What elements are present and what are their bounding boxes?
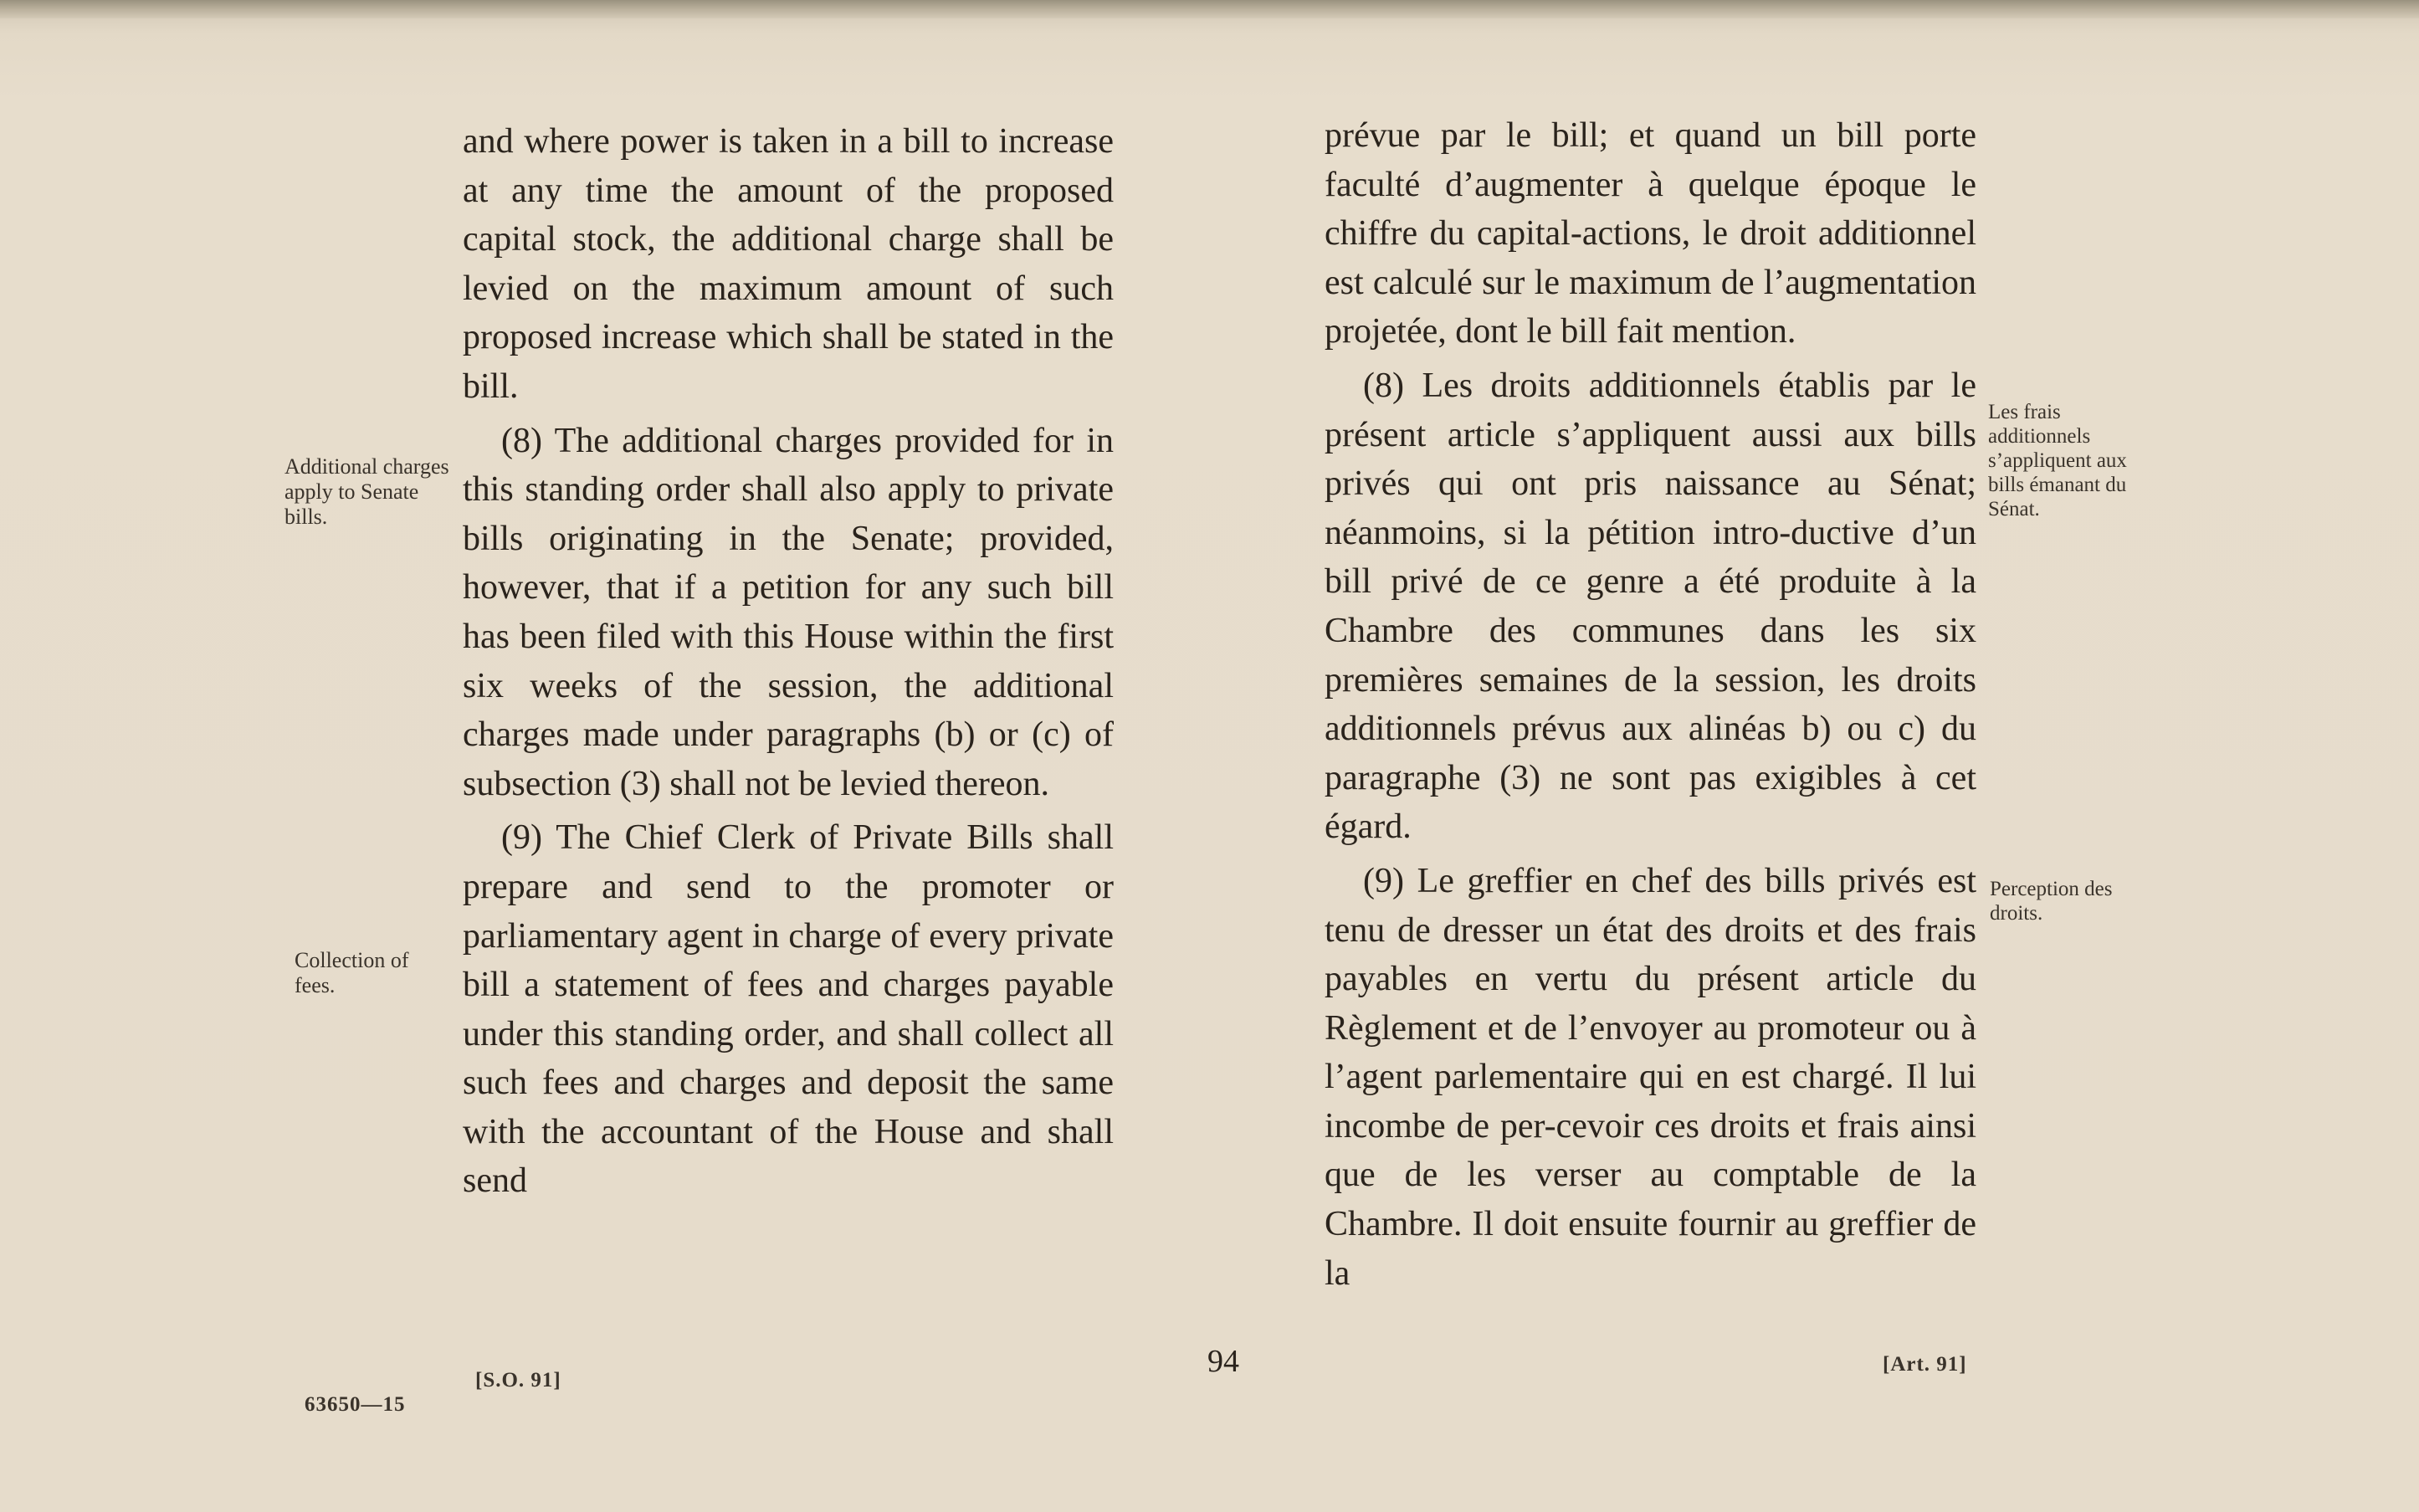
english-continuation: and where power is taken in a bill to increase at any time the amount of the proposed capital stock, the additional charge shall be levied on the maximum amount of such proposed increase which shall be stated in the bill.	[463, 122, 1114, 406]
footer-left-reference: [S.O. 91]	[475, 1369, 561, 1392]
margin-note-perception: Perception des droits.	[1990, 878, 2113, 925]
print-code: 63650—15	[305, 1393, 406, 1416]
english-paragraph-8: (8) The additional charges provided for in this standing order shall also apply to private bills originating in the Senate; provided, however, that if a petition for any such bill has been filed with this House within the first six weeks of the session, the additional charges made under paragraphs (b) or (c) of subsection (3) shall not be levied thereon.	[463, 421, 1114, 803]
french-continuation: prévue par le bill; et quand un bill porte faculté d’augmenter à quelque époque le chiffre du capital-actions, le droit additionnel est calculé sur le maximum de l’augmentation projetée, dont le bill fait mention.	[1325, 116, 1976, 351]
margin-note-frais-additionnels: Les frais additionnels s’appliquent aux bills émanant du Sénat.	[1988, 401, 2127, 520]
french-paragraph-9: (9) Le greffier en chef des bills privés est tenu de dresser un état des droits et des frais payables en vertu du présent article du Règlement et de l’envoyer au promoteur ou à l’agent parlementaire qui en est chargé. Il lui incombe de per-cevoir ces droits et frais ainsi que de les verser au comptable de la Chambre. Il doit ensuite fournir au greffier de la	[1325, 861, 1976, 1293]
english-column	[463, 117, 1114, 1206]
margin-note-additional-charges: Additional charges apply to Senate bills.	[284, 454, 449, 529]
page-number: 94	[1207, 1344, 1239, 1379]
english-paragraph-9: (9) The Chief Clerk of Private Bills shall prepare and send to the promoter or parliamentary agent in charge of every private bill a statement of fees and charges payable under this standing order, and shall collect all such fees and charges and deposit the same with the accountant of the House and shall send	[463, 818, 1114, 1201]
french-column	[1325, 111, 1976, 1298]
footer-right-reference: [Art. 91]	[1883, 1353, 1967, 1376]
french-paragraph-8: (8) Les droits additionnels établis par le présent article s’appliquent aussi aux bills privés qui ont pris naissance au Sénat; néanmoins, si la pétition intro-ductive d’un bill privé de ce genre a été produite à la Chambre des communes dans les six premières semaines de la session, les droits additionnels prévus aux alinéas b) ou c) du paragraphe (3) ne sont pas exigibles à cet égard.	[1325, 366, 1976, 847]
margin-note-collection: Collection of fees.	[295, 948, 409, 997]
page-top-edge	[0, 0, 2419, 18]
